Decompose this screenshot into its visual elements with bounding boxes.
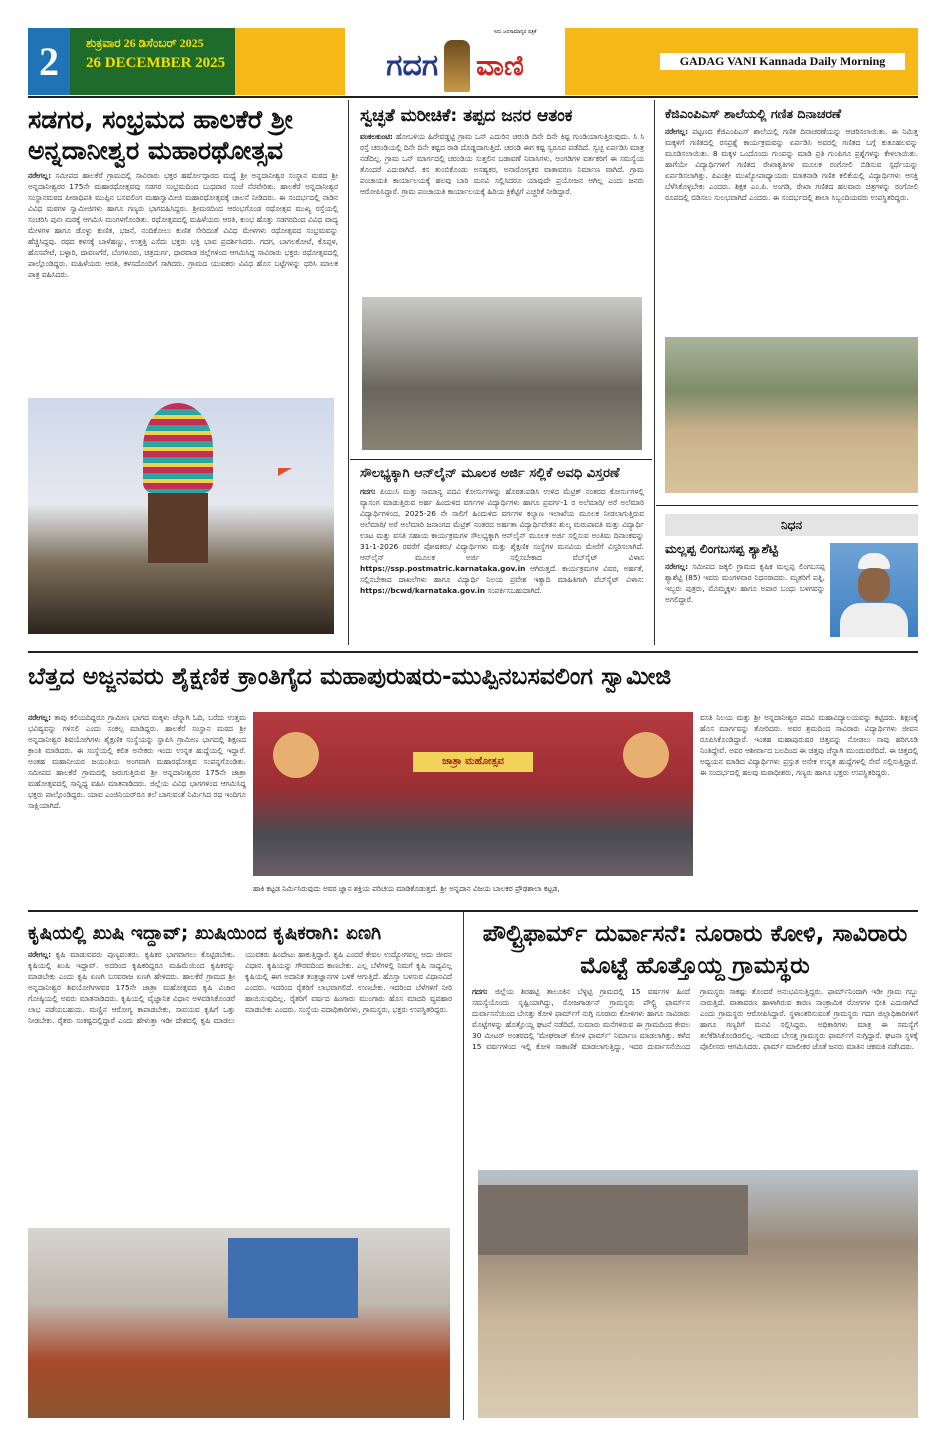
banner-text: ಜಾತ್ರಾ ಮಹೋತ್ಸವ xyxy=(413,752,533,772)
chariot-base xyxy=(148,493,208,563)
logo-tagline: ಇದು ಜನಸಾಮಾನ್ಯರ ಪತ್ರಿಕೆ xyxy=(493,29,537,35)
obituary xyxy=(665,541,825,644)
dateline: ನರೇಗಲ್ಲ: xyxy=(28,713,52,722)
article-text: ಸಂಪರ್ಕಿಸಬಹುದಾಗಿದೆ. xyxy=(487,586,542,596)
stage-banner xyxy=(228,1238,358,1318)
article-text: ತಾವು ಕಲಿಯದಿದ್ದರೂ ಗ್ರಾಮೀಣ ಭಾಗದ ಮಕ್ಕಳು ಚೆನ್ನಾಗಿ ಓದಿ, ಬರೆದು ಉತ್ತಮ ಭವಿಷ್ಯವನ್ನು ಗಳಿಸಲಿ ಎಂದು ಸಂಕಲ್ಪ ಮಾಡಿದ್ದರು. ಹಾಲಕೆರೆ ಸಂಸ್ಥಾನ ಮಠದ ಶ್ರೀ ಅನ್ನದಾನೀಶ್ವರ ಶಿವಯೋಗಿಗಳು ಶೈಕ್ಷಣಿಕ ಸಂಸ್ಥೆಯನ್ನು ಸ್ಥಾಪಿಸಿ ಗ್ರಾಮೀಣ ಭಾಗದಲ್ಲಿ ಶಿಕ್ಷಣದ ಕ್ರಾಂತಿ ಮಾಡಿದರು. ಈ ಸಂಸ್ಥೆಯಲ್ಲಿ ಕಲಿತ ಅನೇಕರು ಇಂದು ಉನ್ನತ ಹುದ್ದೆಯಲ್ಲಿ ಇದ್ದಾರೆ. ಅಂತಹ ಮಹಾನೀಯರ ಜಯಂತಿಯ ಅಂಗವಾಗಿ ಮಹಾರಥೋತ್ಸವ ಸಂಪನ್ನಗೊಂಡಿತು. ಸಮೀಪದ ಹಾಲಕೆರೆ ಗ್ರಾಮದಲ್ಲಿ ಜರುಗುತ್ತಿರುವ ಶ್ರೀ ಅನ್ನದಾನೀಶ್ವರರ 175ನೇ ಜಾತ್ರಾ ಮಹೋತ್ಸವದಲ್ಲಿ ಸಾನ್ನಿಧ್ಯ ವಹಿಸಿ ಮಾತನಾಡಿದರು. ಜಿಲ್ಲೆಯ ವಿವಿಧ ಭಾಗಗಳಿಂದ ಆಗಮಿಸಿದ್ದ ಭಕ್ತರು ಪಾಲ್ಗೊಂಡಿದ್ದರು. ಯಾವ ಎಂಜಿನಿಯರ್‌ರೂ ತಲೆ ಬಾಗುವಂತೆ ನಿರ್ಮಿಸಿದ ರಥ ಇಂದಿಗೂ ಸಾಕ್ಷಿಯಾಗಿದೆ. xyxy=(28,713,246,810)
article-text: ಸಮೀಪದ ಜಕ್ಕಲಿ ಗ್ರಾಮದ ಕೃಷಿಕ ಮಲ್ಲಪ್ಪ ಲಿಂಗಬಸಪ್ಪ ಶ್ಯಾಶೆಟ್ಟಿ (85) ಇವರು ಮಂಗಳವಾರ ನಿಧನರಾದರು. ಮೃತರಿಗೆ ಪತ್ನಿ, ಇಬ್ಬರು ಪುತ್ರರು, ಮೊಮ್ಮಕ್ಕಳು ಹಾಗೂ ಅಪಾರ ಬಂಧು ಬಳಗವನ್ನು ಅಗಲಿದ್ದಾರೆ. xyxy=(665,561,825,604)
article-text: ಪಟ್ಟಣದ ಕೆಜಿಎಂಪಿಎಸ್ ಶಾಲೆಯಲ್ಲಿ ಗಣಿತ ದಿನಾಚರಣೆಯನ್ನು ಆಚರಿಸಲಾಯಿತು. ಈ ನಿಮಿತ್ತ ಮಕ್ಕಳಿಗೆ ಗಣಿತದಲ್ಲಿ ರಸಪ್ರಶ್ನೆ ಕಾರ್ಯಕ್ರಮವನ್ನು ಏರ್ಪಡಿಸಿ ಅವರಲ್ಲಿ ಗಣಿತದ ಬಗ್ಗೆ ಕುತೂಹಲವನ್ನು ಮೂಡಿಸಲಾಯಿತು. 8 ಮಕ್ಕಳ ಒಂದೊಂದು ಗುಂಪನ್ನು ಮಾಡಿ ಪ್ರತಿ ಗುಂಪಿಗೂ ಪ್ರಶ್ನೆಗಳನ್ನು ಕೇಳಲಾಯಿತು. ಹಾಗೆಯೇ ವಿದ್ಯಾರ್ಥಿಗಳಿಗೆ ಗಣಿತದ ರೇಖಾಕೃತಿಗಳ ಮೂಲಕ ರಂಗೋಲಿ ಬಿಡಿಸುವ ಸ್ಪರ್ಧೆಯನ್ನು ಏರ್ಪಡಿಸಲಾಗಿತ್ತು. ಪಿಎಂಶ್ರೀ ಮುಖ್ಯೋಪಾಧ್ಯಾಯರು ಮಾತನಾಡಿ ಗಣಿತ ಕಲಿಕೆಯಲ್ಲಿ ವಿದ್ಯಾರ್ಥಿಗಳು ಆಸಕ್ತಿ ಬೆಳೆಸಿಕೊಳ್ಳಬೇಕು ಎಂದರು. ಶಿಕ್ಷಕ ಎಂ.ಪಿ. ಅಂಗಡಿ, ರೇಖಾ ಗಣಿತದ ಹಲವಾರು ಚಿತ್ರಗಳನ್ನು ರಂಗೋಲಿ ರೂಪದಲ್ಲಿ ಬಿಡಿಸಲು ಸುಲಭವಾಗಿದೆ ಎಂದರು. ಈ ಸಂದರ್ಭದಲ್ಲಿ ಶಾಲಾ ಸಿಬ್ಬಂದಿಯವರು ಉಪಸ್ಥಿತರಿದ್ದರು. xyxy=(665,126,918,202)
cap-shape xyxy=(858,553,890,569)
headline: ಸ್ವಚ್ಛತೆ ಮರೀಚಿಕೆ: ತಪ್ಪದ ಜನರ ಆತಂಕ xyxy=(360,106,573,126)
chariot-top xyxy=(143,403,213,493)
divider xyxy=(348,100,349,645)
dateline: ನರೇಗಲ್ಲ: xyxy=(28,171,52,180)
logo-text-left: ಗದಗ xyxy=(386,48,439,83)
headline: ಸೌಲಭ್ಯಕ್ಕಾಗಿ ಆನ್‌ಲೈನ್ ಮೂಲಕ ಅರ್ಜಿ ಸಲ್ಲಿಕೆ ಅವಧಿ ವಿಸ್ತರಣೆ xyxy=(360,466,620,481)
dateline: ವಂಕಲಕುಂಟಿ: xyxy=(360,132,393,142)
divider xyxy=(28,96,918,98)
divider xyxy=(656,505,918,506)
article-body xyxy=(360,486,644,644)
article-text: ಪಿಯುಸಿ ಮತ್ತು ಸಾಮಾನ್ಯ ಪದವಿ ಕೋರ್ಸುಗಳನ್ನು ಹೊರತುಪಡಿಸಿ ಉಳಿದ ಮೆಟ್ರಿಕ್ ನಂತರದ ಕೋರ್ಸುಗಳಲ್ಲಿ ವ್ಯಾಸಂಗ ಮಾಡುತ್ತಿರುವ ಅರ್ಹ ಹಿಂದುಳಿದ ವರ್ಗಗಳ ವಿದ್ಯಾರ್ಥಿಗಳು ಹಾಗೂ ಪ್ರವರ್ಗ-1 ರ ಅಲೆಮಾರಿ/ ಅರೆ ಅಲೆಮಾರಿ ವಿದ್ಯಾರ್ಥಿಗಳಿಂದ, 2025-26 ನೇ ಸಾಲಿಗೆ ಹಿಂದುಳಿದ ವರ್ಗಗಳ ಕಲ್ಯಾಣ ಇಲಾಖೆಯ ಮೂಲಕ ನೀಡಲಾಗುತ್ತಿರುವ ಅಲೆಮಾರಿ/ ಅರೆ ಅಲೆಮಾರಿ ಜನಾಂಗದ ಮೆಟ್ರಿಕ್ ನಂತರದ ಅರ್ಹತಾ ವಿದ್ಯಾರ್ಥಿವೇತನ ಶುಲ್ಕ ಮರುಪಾವತಿ ಮತ್ತು ವಿದ್ಯಾರ್ಥಿ ಊಟ ಮತ್ತು ವಸತಿ ಸಹಾಯ ಕಾರ್ಯಕ್ರಮಗಳ ಸೌಲಭ್ಯಕ್ಕಾಗಿ ಆನ್‌ಲೈನ್ ಮೂಲಕ ಅರ್ಜಿ ಸಲ್ಲಿಸುವ ಅಂತಿಮ ದಿನಾಂಕವನ್ನು 31-1-2026 ರವರೆಗೆ ಪೋಷಕರು/ ವಿದ್ಯಾರ್ಥಿಗಳು ಮತ್ತು ಶೈಕ್ಷಣಿಕ ಸಂಸ್ಥೆಗಳ ಮನವಿಯ ಮೇರೆಗೆ ವಿಸ್ತರಿಸಲಾಗಿದೆ. ಆನ್‌ಲೈನ್ ಮೂಲಕ ಅರ್ಜಿ ಸಲ್ಲಿಸಬೇಕಾದ ವೆಬ್‌ಸೈಟ್ ವಿಳಾಸ xyxy=(360,487,644,563)
article-body xyxy=(472,986,918,1162)
website-link[interactable]: https://bcwd/karnataka.gov.in xyxy=(360,586,486,596)
divider xyxy=(463,912,464,1420)
article-text: ಕೃಷಿ ಮಾಡುವವರು ಪುಣ್ಯವಂತರು. ಕೃಷಿಕರ ಭಾಗವಾಗಲು ಕೊಟ್ಟಿಡಬೇಕು. ಕೃಷಿಯಲ್ಲಿ ಖುಷಿ ಇದ್ದಾವ್. ಅದರಿಂದ ಕೃಷಿಕರಿದ್ದರೂ ಮಹಿಮೆಯಿಂದ ಕೃಷಿಕರನ್ನು ಮಾಡಬೇಕು ಎಂದು ಕೃಷಿ ಏಣಗಿ ಬಸವರಾಜ ಏಣಗಿ ಹೇಳಿದರು. ಹಾಲಕೆರೆ ಗ್ರಾಮದ ಶ್ರೀ ಅನ್ನದಾನೀಶ್ವರ ಶಿವಯೋಗಿಗಳವರ 175ನೇ ಜಾತ್ರಾ ಮಹೋತ್ಸವದ ಕೃಷಿ ವಿಚಾರ ಗೋಷ್ಠಿಯಲ್ಲಿ ಅವರು ಮಾತನಾಡಿದರು. ಕೃಷಿಯಲ್ಲಿ ವೈಜ್ಞಾನಿಕ ವಿಧಾನ ಅಳವಡಿಸಿಕೊಂಡರೆ ಲಾಭ ಪಡೆಯಬಹುದು. ಮಣ್ಣಿನ ಆರೋಗ್ಯ ಕಾಪಾಡಬೇಕು, ಸಾವಯವ ಕೃಷಿಗೆ ಒತ್ತು ನೀಡಬೇಕು. ರೈತರು ಸಂಕಷ್ಟದಲ್ಲಿದ್ದಾರೆ ಎಂದು ಹೇಳುತ್ತಾ ಇಡೀ ದೇಶದಲ್ಲಿ ಕೃಷಿ ಮಾಡಲು ಯುವಕರು ಹಿಂದೇಟು ಹಾಕುತ್ತಿದ್ದಾರೆ. ಕೃಷಿ ಎಂದರೆ ಕೇವಲ ಉದ್ಯೋಗವಲ್ಲ ಅದು ಜೀವನ ವಿಧಾನ. ಕೃಷಿಯನ್ನು ಗೌರವದಿಂದ ಕಾಣಬೇಕು. ಎಲ್ಲ ಬೆಳೆಗಳಲ್ಲಿ ನಿಮಗೆ ಕೃಷಿ ಸಾಧ್ಯವಿಲ್ಲ ಕೃಷಿಯಲ್ಲಿ ಈಗ ಅದಾನಿಕ ತಂತ್ರಜ್ಞಾನಗಳ ಬಳಕೆ ಆಗುತ್ತಿದೆ. ಹೊಸ್ತಾ ಬಳಸುವ ವಿಧಾನವಿದೆ ಎಂದರು. ಇದರಿಂದ ರೈತರಿಗೆ ಲಾಭವಾಗಲಿದೆ. ಉಣಬೇಕು. ಇದರಿಂದ ಬೆಳೆಗಳಿಗೆ ನೀರಿ ಹಾಯಿಸುವುದಿಲ್ಲ. ರೈತರಿಗೆ ವರ್ಷದ ಹಿಂಗಾರು ಮುಂಗಾರು ಹೊಸ ಮಾದರಿ ವ್ಯವಹಾರ ಮಾಡಬೇಕು ಎಂದರು. ಸಂಸ್ಥೆಯ ಪದಾಧಿಕಾರಿಗಳು, ಗ್ರಾಮಸ್ಥರು, ಭಕ್ತರು ಉಪಸ್ಥಿತರಿದ್ದರು. xyxy=(28,950,452,1026)
article-text: ಹೋಬಳಿಯ ಹಿರೇವಡ್ಡಟ್ಟಿ ಗ್ರಾಮ ಒನ್ ಎದುರಿನ ಚರಂಡಿ ದಿನೇ ದಿನೇ ಕಿಷ್ಟ ಗುಂಡಿಯಾಗುತ್ತಿರುವುದು. ಸಿ ಸಿ ರಸ್ತೆ ಚರಂಡಿಯಲ್ಲಿ ದಿನೇ ದಿನೇ ಕಷ್ಟದ ರಾಡಿ ದೊಡ್ಡದಾಗುತ್ತಿದೆ. ಚರಂಡಿ ಈಗ ಕಷ್ಟ ಸ್ವರೂಪ ಪಡೆದಿದೆ. ಸ್ವಚ್ಛ ಏರ್ಪಡಿಸಿ ಮಾತ್ರ ನಡೆದಿಲ್ಲ. ಗ್ರಾಮ ಒನ್ ಮಾರ್ಗದಲ್ಲಿ ಚರಂಡಿಯ ಸುತ್ತಲಿನ ಬಡಾವಣೆ ನಿವಾಸಿಗಳು, ಅಂಗಡಿಗಳ ವರ್ತಕರಿಗೆ ಈ ಸಮಸ್ಯೆಯ ತೊಂದರೆ ಎದುರಾಗಿದೆ. ಕಸ ತುಂಬಿಕೊಂಡು ಅಸಹ್ಯಕರ, ಅನಾರೋಗ್ಯಕರ ವಾತಾವರಣ ನಿರ್ಮಾಣ ವಾಗಿದೆ. ಗ್ರಾಮ ಪಂಚಾಯತಿ ಕಾರ್ಯಾಲಯಕ್ಕೆ ಹಲವು ಬಾರಿ ಮನವಿ ಸಲ್ಲಿಸಿದರೂ ಯಾವುದೇ ಪ್ರಯೋಜನ ಆಗಿಲ್ಲ ಎಂದು ಜನರು ಆರೋಪಿಸಿದ್ದಾರೆ. ಗ್ರಾಮ ಪಂಚಾಯತಿ ಕಾರ್ಯಾಲಯಕ್ಕೆ ಹಿರಿಯ ಕ್ರಿಕೆಟ್ಟಿಗೆ ಎಚ್ಚರಿಕೆ ನೀಡಿದ್ದಾರೆ. xyxy=(360,132,644,197)
obituary-name: ಮಲ್ಲಪ್ಪ ಲಿಂಗಬಸಪ್ಪ ಶ್ಯಾಶೆಟ್ಟಿ xyxy=(665,541,778,556)
article-body xyxy=(360,131,644,292)
article xyxy=(360,106,644,292)
article-text: ಸಮೀಪದ ಹಾಲಕೆರೆ ಗ್ರಾಮದಲ್ಲಿ ಸಾವಿರಾರು ಭಕ್ತರ ಹರ್ಷೋದ್ಗಾರದ ಮಧ್ಯೆ ಶ್ರೀ ಅನ್ನದಾನೀಶ್ವರ ಸಂಸ್ಥಾನ ಮಠದ ಶ್ರೀ ಅನ್ನದಾನೀಶ್ವರರ 175ನೇ ಮಹಾರಥೋತ್ಸವವು ಸಡಗರ ಸಂಭ್ರಮದಿಂದ ಬುಧವಾರ ಸಂಜೆ ನೆರವೇರಿತು. ಹಾಲಕೆರೆ ಅನ್ನದಾನೀಶ್ವರ ಸಂಸ್ಥಾನಮಠದ ಪೀಠಾಧಿಪತಿ ಮುಪ್ಪಿನ ಬಸವಲಿಂಗ ಮಹಾಸ್ವಾಮೀಜಿ ಮಹಾರಥೋತ್ಸವಕ್ಕೆ ಚಾಲನೆ ನೀಡಿದರು. ಈ ಸಂದರ್ಭದಲ್ಲಿ ನಾಡಿನ ವಿವಿಧ ಮಠಗಳ ಸ್ವಾಮೀಜಿಗಳು ಹಾಗೂ ಗಣ್ಯರು ಭಾಗವಹಿಸಿದ್ದರು. ಶ್ರೀಮಠದಿಂದ ಆರಂಭಗೊಂಡ ರಥೋತ್ಸವ ಮುಖ್ಯ ರಸ್ತೆಯಲ್ಲಿ ಸಂಚರಿಸಿ ಪುನಃ ಮಠಕ್ಕೆ ಆಗಮಿಸಿ ಮಂಗಳಗೊಂಡಿತು. ರಥೋತ್ಸವದಲ್ಲಿ ಮಹಿಳೆಯರು ಆರತಿ, ಕುಂಭ ಹೊತ್ತು ಸಡಗರದಿಂದ ವಿವಿಧ ವಾದ್ಯ ಮೇಳಗಳ ಹಾಗೂ ಡೊಳ್ಳು ಕುಣಿತ, ಭಜನೆ, ನಂದಿಕೋಲು ಕುಣಿತ ಸೇರಿದಂತೆ ವಿವಿಧ ಮೇಳಗಳು ರಥೋತ್ಸವದ ಸಂಭ್ರಮವನ್ನು ಹೆಚ್ಚಿಸಿದ್ದವು. ರಥದ ಕಳಸಕ್ಕೆ ಬಾಳೆಹಣ್ಣು, ಉತ್ತತ್ತಿ ಎಸೆದು ಭಕ್ತರು ಭಕ್ತಿ ಭಾವ ಪ್ರದರ್ಶಿಸಿದರು. ಗದಗ, ಬಾಗಲಕೋಟೆ, ಕೊಪ್ಪಳ, ಹೊಸಪೇಟೆ, ಬಳ್ಳಾರಿ, ದಾವಣಗೆರೆ, ಬೆಂಗಳೂರು, ಚಿತ್ರದುರ್ಗ, ಧಾರವಾಡ ಜಿಲ್ಲೆಗಳಿಂದ ಆಗಮಿಸಿದ್ದ ಸಾವಿರಾರು ಭಕ್ತರು ರಥೋತ್ಸವದಲ್ಲಿ ಪಾಲ್ಗೊಂಡಿದ್ದರು. ಮಹಿಳೆಯರು ಆರತಿ, ಕಳಸದೊಂದಿಗೆ ಸಾಗಿದರು. ಗ್ರಾಮದ ಯುವಕರು ವಿವಿಧ ಹೊಸ ಬಟ್ಟೆಗಳನ್ನು ಧರಿಸಿ ಮಾಲಕ ಪಾತ್ರ ವಹಿಸಿದರು. xyxy=(28,171,338,279)
dateline: ನರೇಗಲ್ಲ: xyxy=(665,126,689,136)
headline: ಪೌಲ್ಟ್ರಿಫಾರ್ಮ್ ದುರ್ವಾಸನೆ: ನೂರಾರು ಕೋಳಿ, ಸಾವಿರಾರು ಮೊಟ್ಟೆ ಹೊತ್ತೊಯ್ದ ಗ್ರಾಮಸ್ಥರು xyxy=(482,921,908,979)
headline: ಬೆತ್ತದ ಅಜ್ಜನವರು ಶೈಕ್ಷಣಿಕ ಕ್ರಾಂತಿಗೈದ ಮಹಾಪುರುಷರು-ಮುಪ್ಪಿನಬಸವಲಿಂಗ ಸ್ವಾಮೀಜಿ xyxy=(28,662,672,690)
divider xyxy=(28,651,918,653)
divider xyxy=(350,459,652,460)
masthead-band xyxy=(235,28,345,95)
chariot-festival-photo xyxy=(28,398,334,634)
dateline: ಗದಗ: xyxy=(360,487,376,497)
stage-event-photo xyxy=(253,712,693,876)
drain-road-photo xyxy=(362,297,642,450)
headline: ಸಡಗರ, ಸಂಭ್ರಮದ ಹಾಲಕೆರೆ ಶ್ರೀ ಅನ್ನದಾನೀಶ್ವರ ಮಹಾರಥೋತ್ಸವ xyxy=(28,105,293,165)
school-students-photo xyxy=(665,337,918,493)
article-body xyxy=(28,949,452,1220)
newspaper-logo xyxy=(345,28,565,95)
divider xyxy=(28,910,918,912)
article xyxy=(665,106,918,332)
article-body xyxy=(665,126,918,332)
dateline: ಗದಗ: xyxy=(472,987,488,996)
flag-icon xyxy=(278,468,292,476)
agriculture-seminar-photo xyxy=(28,1228,450,1418)
portrait-circle xyxy=(273,732,319,778)
poultry-shed xyxy=(478,1185,748,1255)
dateline: ನರೇಗಲ್ಲ: xyxy=(665,561,689,571)
article xyxy=(28,922,452,1220)
date-english: 26 DECEMBER 2025 xyxy=(86,55,226,71)
obituary-section-title: ನಿಧನ xyxy=(665,514,918,536)
shirt-shape xyxy=(840,603,908,637)
face-shape xyxy=(858,568,890,602)
article xyxy=(28,104,338,392)
dateline: ನರೇಗಲ್ಲ: xyxy=(28,950,52,960)
logo-text-right: ವಾಣಿ xyxy=(476,48,524,82)
obituary-body xyxy=(665,561,825,644)
article-body xyxy=(28,712,246,897)
article-text: ಜಿಲ್ಲೆಯ ಶಿರಹಟ್ಟಿ ತಾಲೂಕಿನ ಬೆಳ್ಳಟ್ಟಿ ಗ್ರಾಮದಲ್ಲಿ 15 ವರ್ಷಗಳ ಹಿಂದೆ ಸಮಸ್ಯೆಯೊಂದು ಸೃಷ್ಟಿಯಾಗಿದ್ದು, ರೋಜಗಾರ್ಡನ್ ಗ್ರಾಮಸ್ಥರು ಪೌಲ್ಟ್ರಿ ಫಾರ್ಮ್‌ನ ದುರ್ವಾಸನೆಯಿಂದ ಬೇಸತ್ತು ಕೋಳಿ ಫಾರ್ಮ್‌ಗೆ ನುಗ್ಗಿ ನೂರಾರು ಕೋಳಿಗಳು ಹಾಗೂ ಸಾವಿರಾರು ಮೊಟ್ಟೆಗಳನ್ನು ಹೊತ್ತೊಯ್ದ ಘಟನೆ ನಡೆದಿದೆ. ಸುಮಾರು ಮನೆಗಳಿರುವ ಈ ಗ್ರಾಮದಿಂದ ಕೇವಲ 30 ಮೀಟರ್ ಅಂತರದಲ್ಲಿ 'ಮೇಘರಾಜ್ ಕೋಳಿ ಫಾರ್ಮ್' ನಿರ್ಮಾಣ ಮಾಡಲಾಗಿತ್ತು. ಕಳೆದ 15 ವರ್ಷಗಳಿಂದ ಇಲ್ಲಿ ಕೋಳಿ ಸಾಕಾಣಿಕೆ ಮಾಡಲಾಗುತ್ತಿದ್ದು, ಇದರ ದುರ್ವಾಸನೆಯಿಂದ ಗ್ರಾಮಸ್ಥರು ಸಾಕಷ್ಟು ತೊಂದರೆ ಅನುಭವಿಸುತ್ತಿದ್ದರು. ಫಾರ್ಮ್‌ನಿಂದಾಗಿ ಇಡೀ ಗ್ರಾಮ ಗಬ್ಬು ನಾರುತ್ತಿದೆ. ವಾತಾವರಣ ಹಾಳಾಗಿರುವ ಕಾರಣ ಸಾಂಕ್ರಾಮಿಕ ರೋಗಗಳ ಭೀತಿ ಎದುರಾಗಿದೆ ಎಂದು ಗ್ರಾಮಸ್ಥರು ಆರೋಪಿಸಿದ್ದಾರೆ. ಸ್ಥಳಾಂತರಿಸುವಂತೆ ಗ್ರಾಮಸ್ಥರು ಗದಗ ಜಿಲ್ಲಾಧಿಕಾರಿಗಳಿಗೆ ಹಾಗೂ ಗಣ್ಯರಿಗೆ ಮನವಿ ಸಲ್ಲಿಸಿದ್ದರು. ಅಧಿಕಾರಿಗಳು ಮಾತ್ರ ಈ ಸಮಸ್ಯೆಗೆ ತಲೆಕೆಡಿಸಿಕೊಂಡಿರಲಿಲ್ಲ. ಇದರಿಂದ ಬೇಸತ್ತ ಗ್ರಾಮಸ್ಥರು ಫಾರ್ಮ್‌ಗೆ ನುಗ್ಗಿದ್ದಾರೆ. ಘಟನಾ ಸ್ಥಳಕ್ಕೆ ಪೊಲೀಸರು ಆಗಮಿಸಿದರು. ಫಾರ್ಮ್ ಮಾಲೀಕರ ಜೊತೆ ಜನರು ಮಾತಿನ ಚಕಮಕಿ ನಡೆಸಿದರು. xyxy=(472,987,918,1051)
headline: ಕೃಷಿಯಲ್ಲಿ ಖುಷಿ ಇದ್ದಾವ್; ಖುಷಿಯಿಂದ ಕೃಷಿಕರಾಗಿ: ಏಣಗಿ xyxy=(28,923,382,944)
villagers-poultry-photo xyxy=(478,1170,918,1418)
date-kannada: ಶುಕ್ರವಾರ 26 ಡಿಸೆಂಬರ್ 2025 xyxy=(86,36,204,50)
date-block xyxy=(70,28,235,95)
page-number: 2 xyxy=(28,28,70,95)
statue-icon xyxy=(444,40,470,92)
article-text: ಆಗಿರುತ್ತದೆ. ಕಾರ್ಯಕ್ರಮಗಳ ವಿವರ, ಅರ್ಹತೆ, ಸಲ್ಲಿಸಬೇಕಾದ ದಾಖಲೆಗಳು ಹಾಗೂ ವಿದ್ಯಾರ್ಥಿ ನಿಲಯ ಪ್ರವೇಶ ಇತ್ಯಾದಿ ಮಾಹಿತಿಗಾಗಿ ವೆಬ್‌ಸೈಟ್ ವಿಳಾಸ: xyxy=(360,564,644,585)
article xyxy=(360,466,644,644)
divider xyxy=(654,100,655,645)
paper-label: GADAG VANI Kannada Daily Morning xyxy=(660,53,905,70)
article xyxy=(472,918,918,1162)
website-link[interactable]: https://ssp.postmatric.karnataka.gov.in xyxy=(360,564,526,574)
article-body: ವಸತಿ ನಿಲಯ ಮತ್ತು ಶ್ರೀ ಅನ್ನದಾನೀಶ್ವರ ಪದವಿ ಮಹಾವಿದ್ಯಾಲಯವನ್ನು ಕಟ್ಟಿದರು. ಶಿಕ್ಷಣಕ್ಕೆ ಹೊಸ ಮಾರ್ಗವನ್ನು ತೋರಿದರು. ಅವರ ಶ್ರಮದಿಂದ ಸಾವಿರಾರು ವಿದ್ಯಾರ್ಥಿಗಳು ಜೀವನ ರೂಪಿಸಿಕೊಂಡಿದ್ದಾರೆ. ಇಂತಹ ಮಹಾಪುರುಷರ ಚಿತ್ತವನ್ನು ನೋಡಲು ನಾವು ಹರಿಗೂಡಿ ನಿಂತಿದ್ದೇವೆ. ಅವರ ಆಶೀರ್ವಾದ ಬಲದಿಂದ ಈ ಚಿತ್ತವು ಚೆನ್ನಾಗಿ ಮುಂದುವರೆದಿದೆ. ಈ ಚಿತ್ತದಲ್ಲಿ ಅಧ್ಯಯನ ಮಾಡಿದ ವಿದ್ಯಾರ್ಥಿಗಳು ಪ್ರಸ್ತುತ ಅನೇಕ ಉನ್ನತ ಹುದ್ದೆಗಳಲ್ಲಿ ಸೇವೆ ಸಲ್ಲಿಸುತ್ತಿದ್ದಾರೆ. ಈ ಸಂದರ್ಭದಲ್ಲಿ ಹಲವು ಮಠಾಧೀಶರು, ಗಣ್ಯರು ಹಾಗೂ ಭಕ್ತರು ಉಪಸ್ಥಿತರಿದ್ದರು. xyxy=(700,713,918,777)
portrait-circle xyxy=(623,732,669,778)
obituary-portrait xyxy=(830,543,918,637)
headline: ಕೆಜಿಎಂಪಿಎಸ್ ಶಾಲೆಯಲ್ಲಿ ಗಣಿತ ದಿನಾಚರಣೆ xyxy=(665,106,842,121)
article-body xyxy=(28,170,338,392)
photo-caption: ಹಾಕಿ ಕಟ್ಟಡ ನಿರ್ಮಿಸಿರುವುದು ಅವರ ಜ್ಞಾನ ಶಕ್ತಿಯ ಪರಿಚಯ ಮಾಡಿಕೊಡುತ್ತದೆ. ಶ್ರೀ ಅನ್ನದಾನ ವಿಜಯ ಬಾಲಕರ ಪ್ರೌಢಶಾಲಾ ಕಟ್ಟಡ, xyxy=(253,884,560,893)
